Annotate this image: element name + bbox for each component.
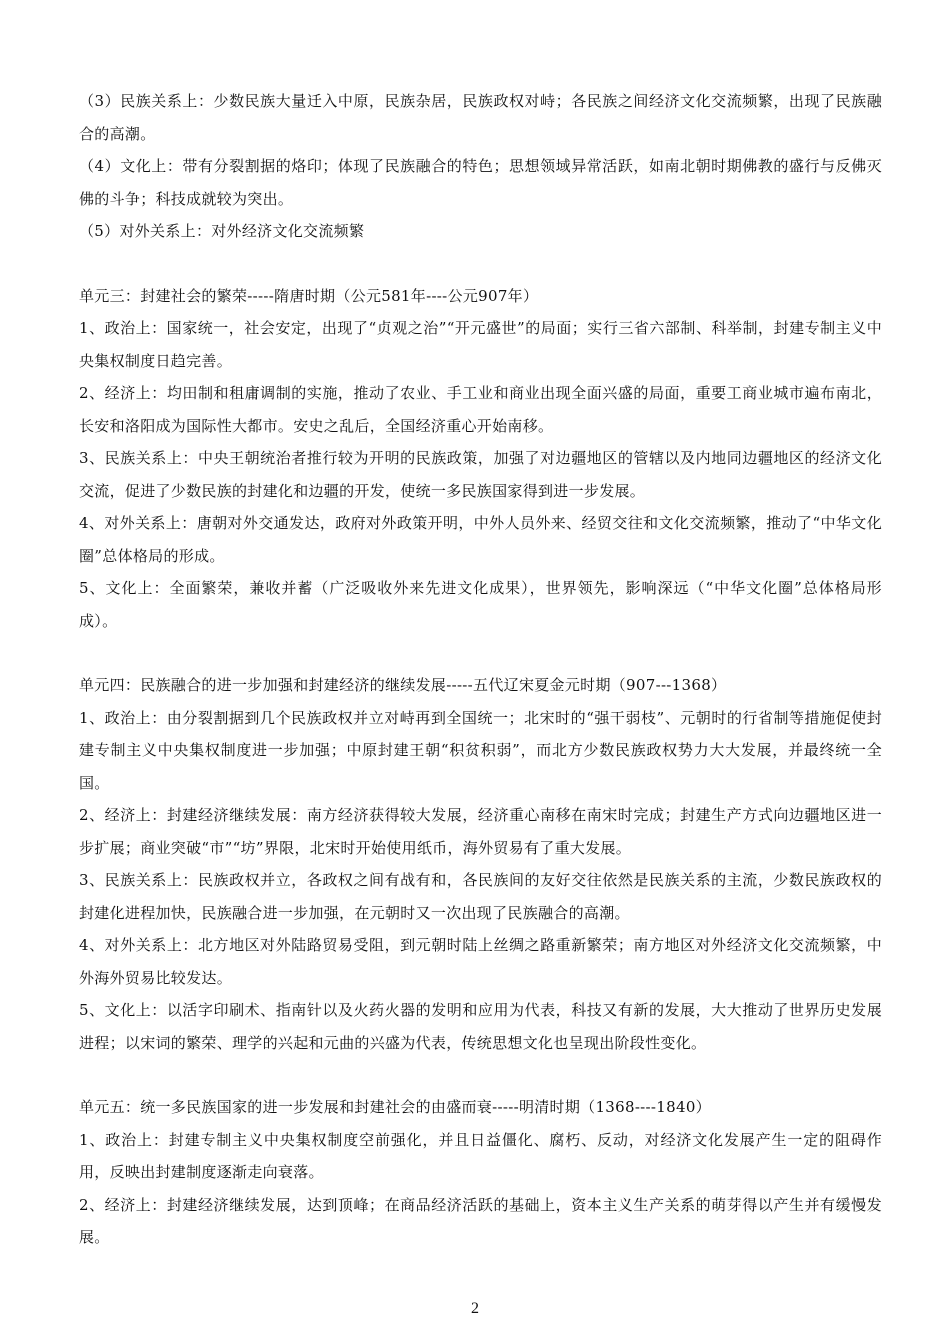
unit4-item-economy: 2、经济上：封建经济继续发展：南方经济获得较大发展，经济重心南移在南宋时完成；封建生产方式向边疆地区进一步扩展；商业突破“市”“坊”界限，北宋时开始使用纸币，海外贸易有了重大发展。 [79,806,882,857]
unit5-section [79,1091,882,1254]
unit3-title: 单元三：封建社会的繁荣-----隋唐时期（公元581年----公元907年） [79,286,539,305]
unit5-item-economy: 2、经济上：封建经济继续发展，达到顶峰；在商品经济活跃的基础上，资本主义生产关系的萌芽得以产生并有缓慢发展。 [79,1195,882,1246]
unit5-item-politics: 1、政治上：封建专制主义中央集权制度空前强化，并且日益僵化、腐朽、反动，对经济文化发展产生一定的阻碍作用，反映出封建制度逐渐走向衰落。 [79,1130,882,1181]
unit3-item-ethnic: 3、民族关系上：中央王朝统治者推行较为开明的民族政策，加强了对边疆地区的管辖以及内地同边疆地区的经济文化交流，促进了少数民族的封建化和边疆的开发，使统一多民族国家得到进一步发展。 [79,449,882,500]
unit4-item-ethnic: 3、民族关系上：民族政权并立，各政权之间有战有和，各民族间的友好交往依然是民族关系的主流，少数民族政权的封建化进程加快，民族融合进一步加强，在元朝时又一次出现了民族融合的高潮。 [79,871,882,922]
unit3-section [79,280,882,638]
section-spacer [79,637,882,669]
unit3-item-economy: 2、经济上：均田制和租庸调制的实施，推动了农业、手工业和商业出现全面兴盛的局面，重要工商业城市遍布南北，长安和洛阳成为国际性大都市。安史之乱后，全国经济重心开始南移。 [79,384,882,435]
unit3-item-politics: 1、政治上：国家统一，社会安定，出现了“贞观之治”“开元盛世”的局面；实行三省六部制、科举制，封建专制主义中央集权制度日趋完善。 [79,319,882,370]
unit4-title: 单元四：民族融合的进一步加强和封建经济的继续发展-----五代辽宋夏金元时期（907---1368） [79,676,727,694]
unit4-section [79,669,882,1059]
intro-item-3: （3）民族关系上：少数民族大量迁入中原，民族杂居，民族政权对峙；各民族之间经济文化交流频繁，出现了民族融合的高潮。 [79,92,882,143]
section-spacer [79,248,882,280]
unit4-item-foreign: 4、对外关系上：北方地区对外陆路贸易受阻，到元朝时陆上丝绸之路重新繁荣；南方地区对外经济文化交流频繁，中外海外贸易比较发达。 [79,936,882,987]
intro-item-4: （4）文化上：带有分裂割据的烙印；体现了民族融合的特色；思想领域异常活跃，如南北朝时期佛教的盛行与反佛灭佛的斗争；科技成就较为突出。 [79,157,882,208]
unit4-item-politics: 1、政治上：由分裂割据到几个民族政权并立对峙再到全国统一；北宋时的“强干弱枝”、元朝时的行省制等措施促使封建专制主义中央集权制度进一步加强；中原封建王朝“积贫积弱”，而北方少数民族政权势力大大发展，并最终统一全国。 [79,708,882,792]
intro-item-5: （5）对外关系上：对外经济文化交流频繁 [79,222,365,240]
page-number: 2 [471,1300,479,1317]
unit4-item-culture: 5、文化上：以活字印刷术、指南针以及火药火器的发明和应用为代表，科技又有新的发展，大大推动了世界历史发展进程；以宋词的繁荣、理学的兴起和元曲的兴盛为代表，传统思想文化也呈现出阶段性变化。 [79,1001,882,1052]
section-spacer [79,1059,882,1091]
unit5-title: 单元五：统一多民族国家的进一步发展和封建社会的由盛而衰-----明清时期（1368----1840） [79,1098,711,1116]
unit3-item-foreign: 4、对外关系上：唐朝对外交通发达，政府对外政策开明，中外人员外来、经贸交往和文化交流频繁，推动了“中华文化圈”总体格局的形成。 [79,514,882,565]
unit3-item-culture: 5、文化上：全面繁荣，兼收并蓄（广泛吸收外来先进文化成果），世界领先，影响深远（“中华文化圈”总体格局形成）。 [79,579,882,630]
intro-section [79,85,882,248]
